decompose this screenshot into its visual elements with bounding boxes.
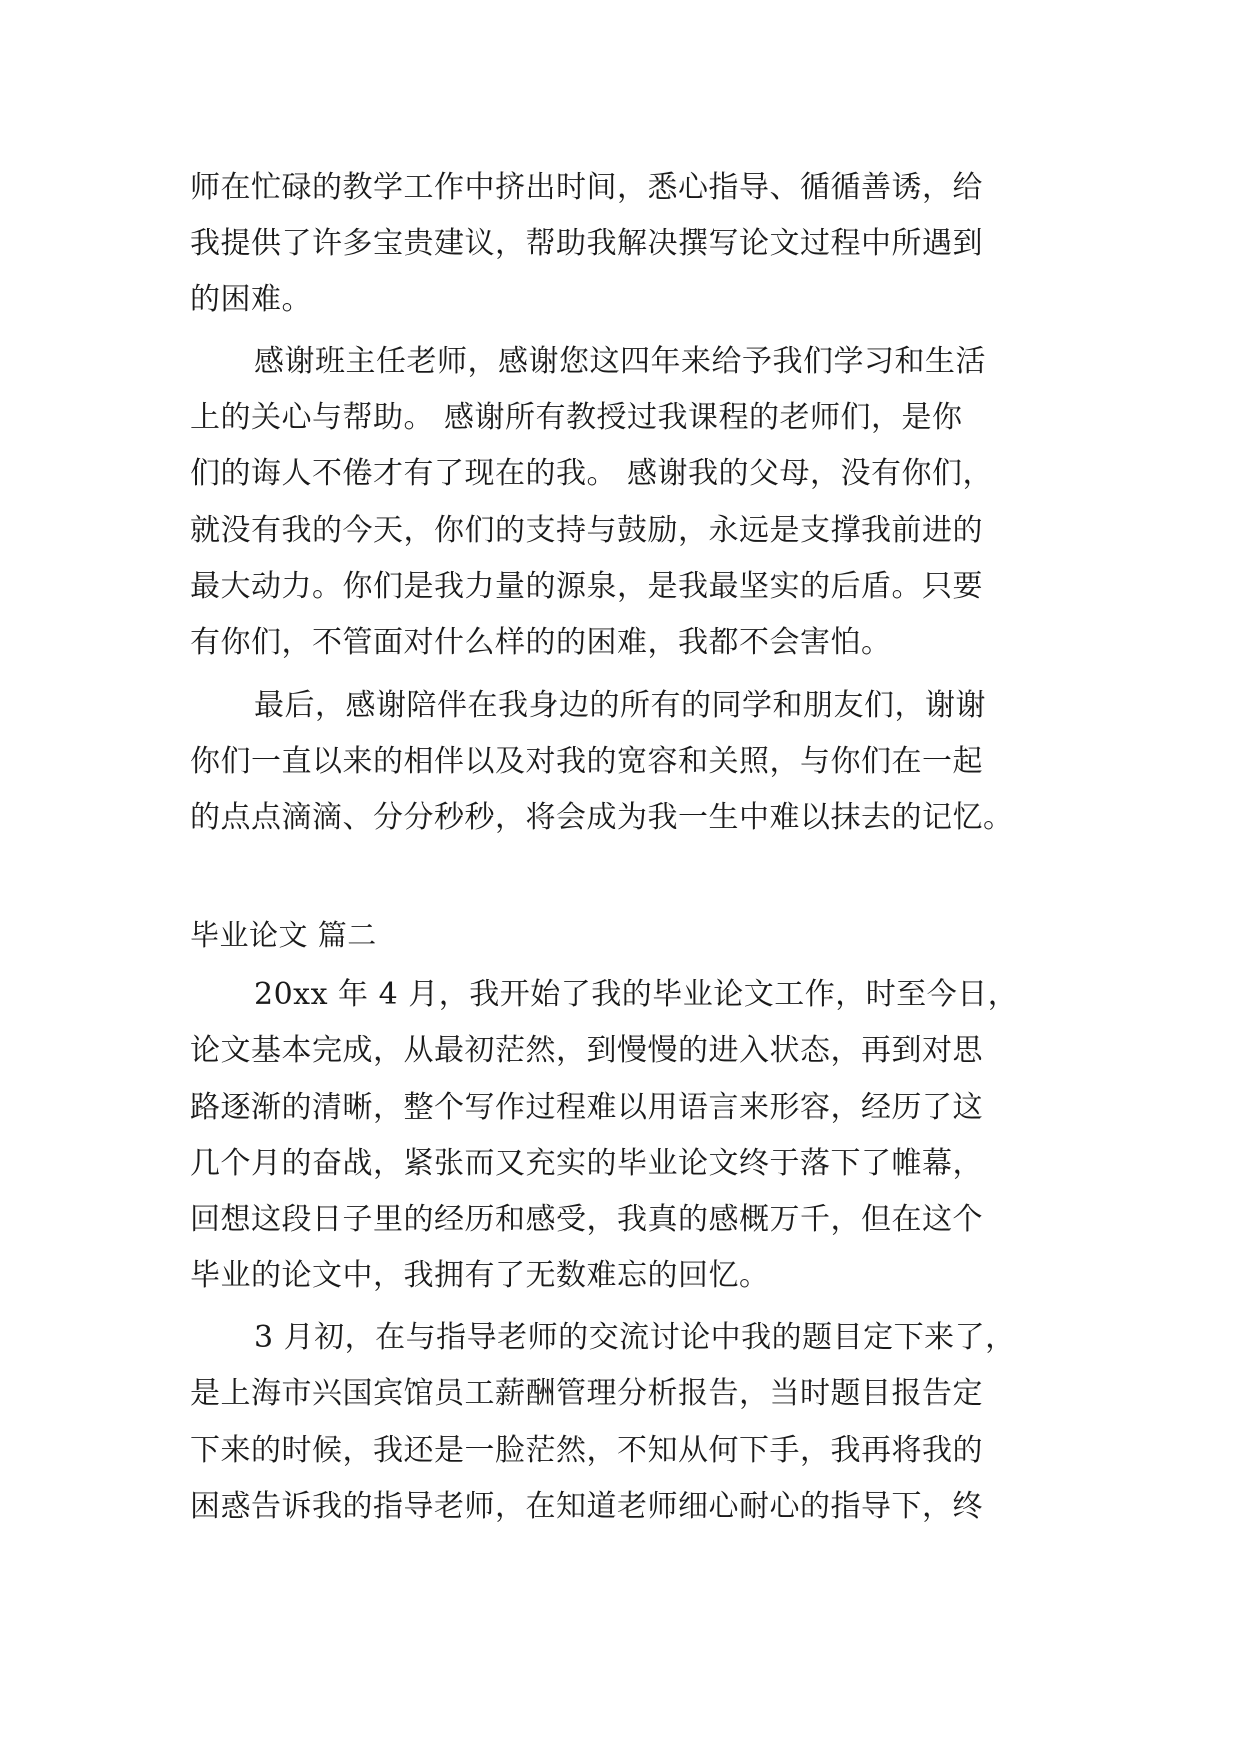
- text-line: 你们一直以来的相伴以及对我的宽容和关照，与你们在一起: [190, 744, 983, 779]
- text-line: 上的关心与帮助。 感谢所有教授过我课程的老师们，是你: [190, 400, 963, 435]
- text-line: 困惑告诉我的指导老师，在知道老师细心耐心的指导下，终: [190, 1489, 983, 1524]
- text-line: 论文基本完成，从最初茫然，到慢慢的进入状态，再到对思: [190, 1033, 983, 1068]
- text-line: 回想这段日子里的经历和感受，我真的感概万千，但在这个: [190, 1202, 983, 1237]
- text-line: 最后，感谢陪伴在我身边的所有的同学和朋友们，谢谢: [254, 688, 986, 723]
- text-line: 有你们，不管面对什么样的的困难，我都不会害怕。: [190, 625, 892, 660]
- text-line: 的点点滴滴、分分秒秒，将会成为我一生中难以抹去的记忆。: [190, 800, 1014, 835]
- text-line: 的困难。: [190, 282, 312, 317]
- text-line: 毕业的论文中，我拥有了无数难忘的回忆。: [190, 1258, 770, 1293]
- text-line: 下来的时候，我还是一脸茫然，不知从何下手，我再将我的: [190, 1433, 983, 1468]
- text-line: 最大动力。你们是我力量的源泉，是我最坚实的后盾。只要: [190, 569, 983, 604]
- text-line: 几个月的奋战，紧张而又充实的毕业论文终于落下了帷幕，: [190, 1146, 983, 1181]
- text-line: 感谢班主任老师，感谢您这四年来给予我们学习和生活: [254, 344, 986, 379]
- text-line: 20xx 年 4 月，我开始了我的毕业论文工作，时至今日，: [254, 977, 1019, 1012]
- text-line: 我提供了许多宝贵建议，帮助我解决撰写论文过程中所遇到: [190, 226, 983, 261]
- text-line: 3 月初，在与指导老师的交流讨论中我的题目定下来了，: [254, 1320, 1016, 1355]
- text-line: 就没有我的今天，你们的支持与鼓励，永远是支撑我前进的: [190, 513, 983, 548]
- text-line: 路逐渐的清晰，整个写作过程难以用语言来形容，经历了这: [190, 1090, 983, 1125]
- section-heading: 毕业论文 篇二: [190, 918, 377, 952]
- text-line: 是上海市兴国宾馆员工薪酬管理分析报告，当时题目报告定: [190, 1376, 983, 1411]
- text-line: 师在忙碌的教学工作中挤出时间，悉心指导、循循善诱，给: [190, 170, 983, 205]
- text-line: 们的诲人不倦才有了现在的我。 感谢我的父母，没有你们，: [190, 456, 994, 491]
